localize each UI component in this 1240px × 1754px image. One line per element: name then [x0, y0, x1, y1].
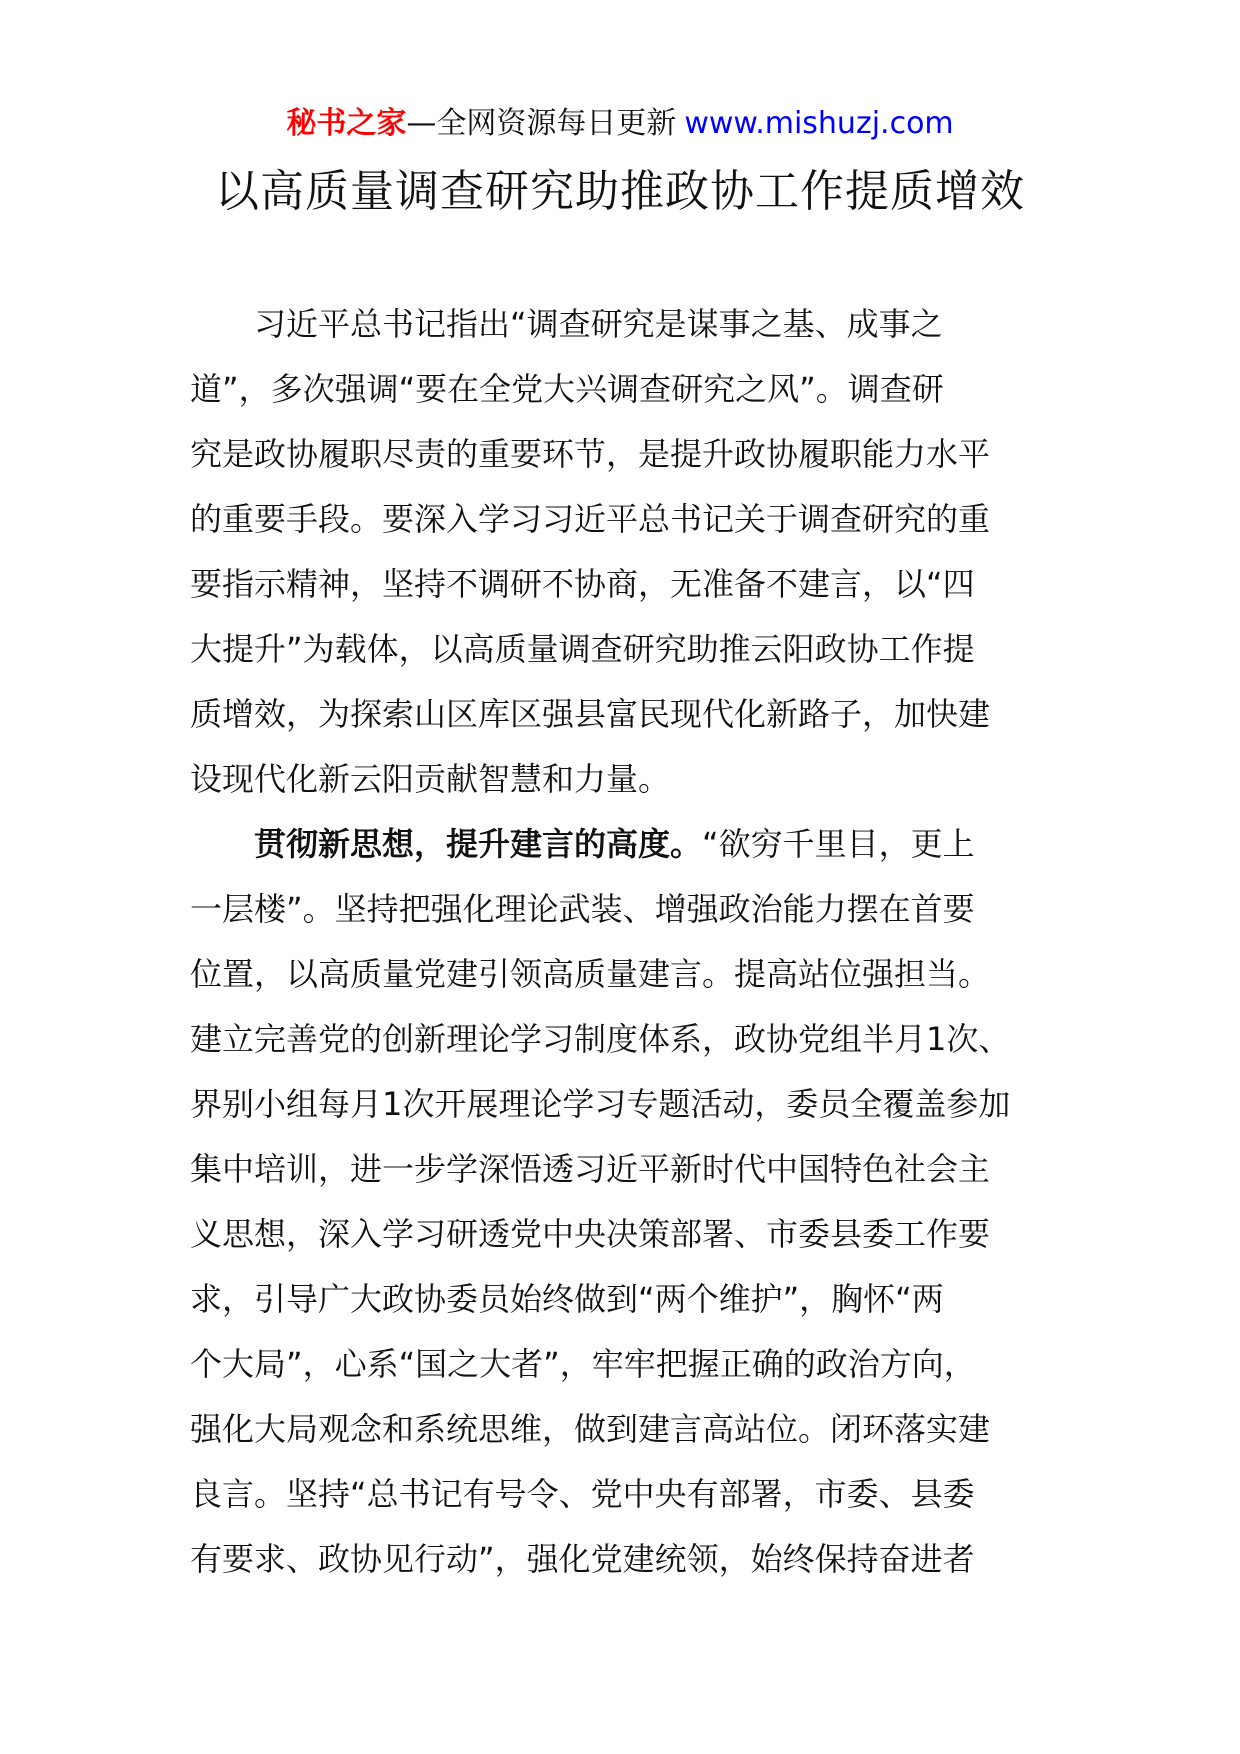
- section-first-line: [190, 812, 1060, 877]
- paragraph-line: 义思想，深入学习研透党中央决策部署、市委县委工作要: [190, 1215, 991, 1253]
- paragraph-line: 一层楼”。坚持把强化理论武装、增强政治能力摆在首要: [190, 890, 975, 928]
- paragraph-line: 究是政协履职尽责的重要环节，是提升政协履职能力水平: [190, 435, 991, 473]
- paragraph-line: 位置，以高质量党建引领高质量建言。提高站位强担当。: [190, 955, 991, 993]
- paragraph-line: 界别小组每月1次开展理论学习专题活动，委员全覆盖参加: [190, 1085, 1011, 1123]
- paragraph-line: 强化大局观念和系统思维，做到建言高站位。闭环落实建: [190, 1410, 991, 1448]
- section-first-line-text: “欲穷千里目，更上: [702, 825, 975, 863]
- section-heading: 贯彻新思想，提升建言的高度。: [254, 825, 703, 863]
- document-body: [190, 292, 1060, 1592]
- paragraph-line: 良言。坚持“总书记有号令、党中央有部署，市委、县委: [190, 1475, 975, 1513]
- paragraph-line: 有要求、政协见行动”，强化党建统领，始终保持奋进者: [190, 1540, 975, 1578]
- paragraph-line: 设现代化新云阳贡献智慧和力量。: [190, 760, 671, 798]
- site-url-link[interactable]: www.mishuzj.com: [684, 106, 954, 141]
- paragraph-line: 道”，多次强调“要在全党大兴调查研究之风”。调查研: [190, 370, 944, 408]
- paragraph-line: 要指示精神，坚持不调研不协商，无准备不建言，以“四: [190, 565, 975, 603]
- site-banner: [0, 104, 1240, 144]
- paragraph-line: 习近平总书记指出“调查研究是谋事之基、成事之: [254, 305, 943, 343]
- paragraph-line: 求，引导广大政协委员始终做到“两个维护”，胸怀“两: [190, 1280, 944, 1318]
- paragraph-line: 大提升”为载体，以高质量调查研究助推云阳政协工作提: [190, 630, 975, 668]
- paragraph-line: 的重要手段。要深入学习习近平总书记关于调查研究的重: [190, 500, 991, 538]
- paragraph-line: 集中培训，进一步学深悟透习近平新时代中国特色社会主: [190, 1150, 991, 1188]
- site-brand: 秘书之家: [286, 106, 407, 141]
- paragraph-line: 建立完善党的创新理论学习制度体系，政协党组半月1次、: [190, 1020, 1011, 1058]
- site-tagline: —全网资源每日更新: [406, 106, 677, 141]
- document-title: 以高质量调查研究助推政协工作提质增效: [215, 166, 1025, 217]
- paragraph-line: 个大局”，心系“国之大者”，牢牢把握正确的政治方向，: [190, 1345, 976, 1383]
- paragraph-line: 质增效，为探索山区库区强县富民现代化新路子，加快建: [190, 695, 991, 733]
